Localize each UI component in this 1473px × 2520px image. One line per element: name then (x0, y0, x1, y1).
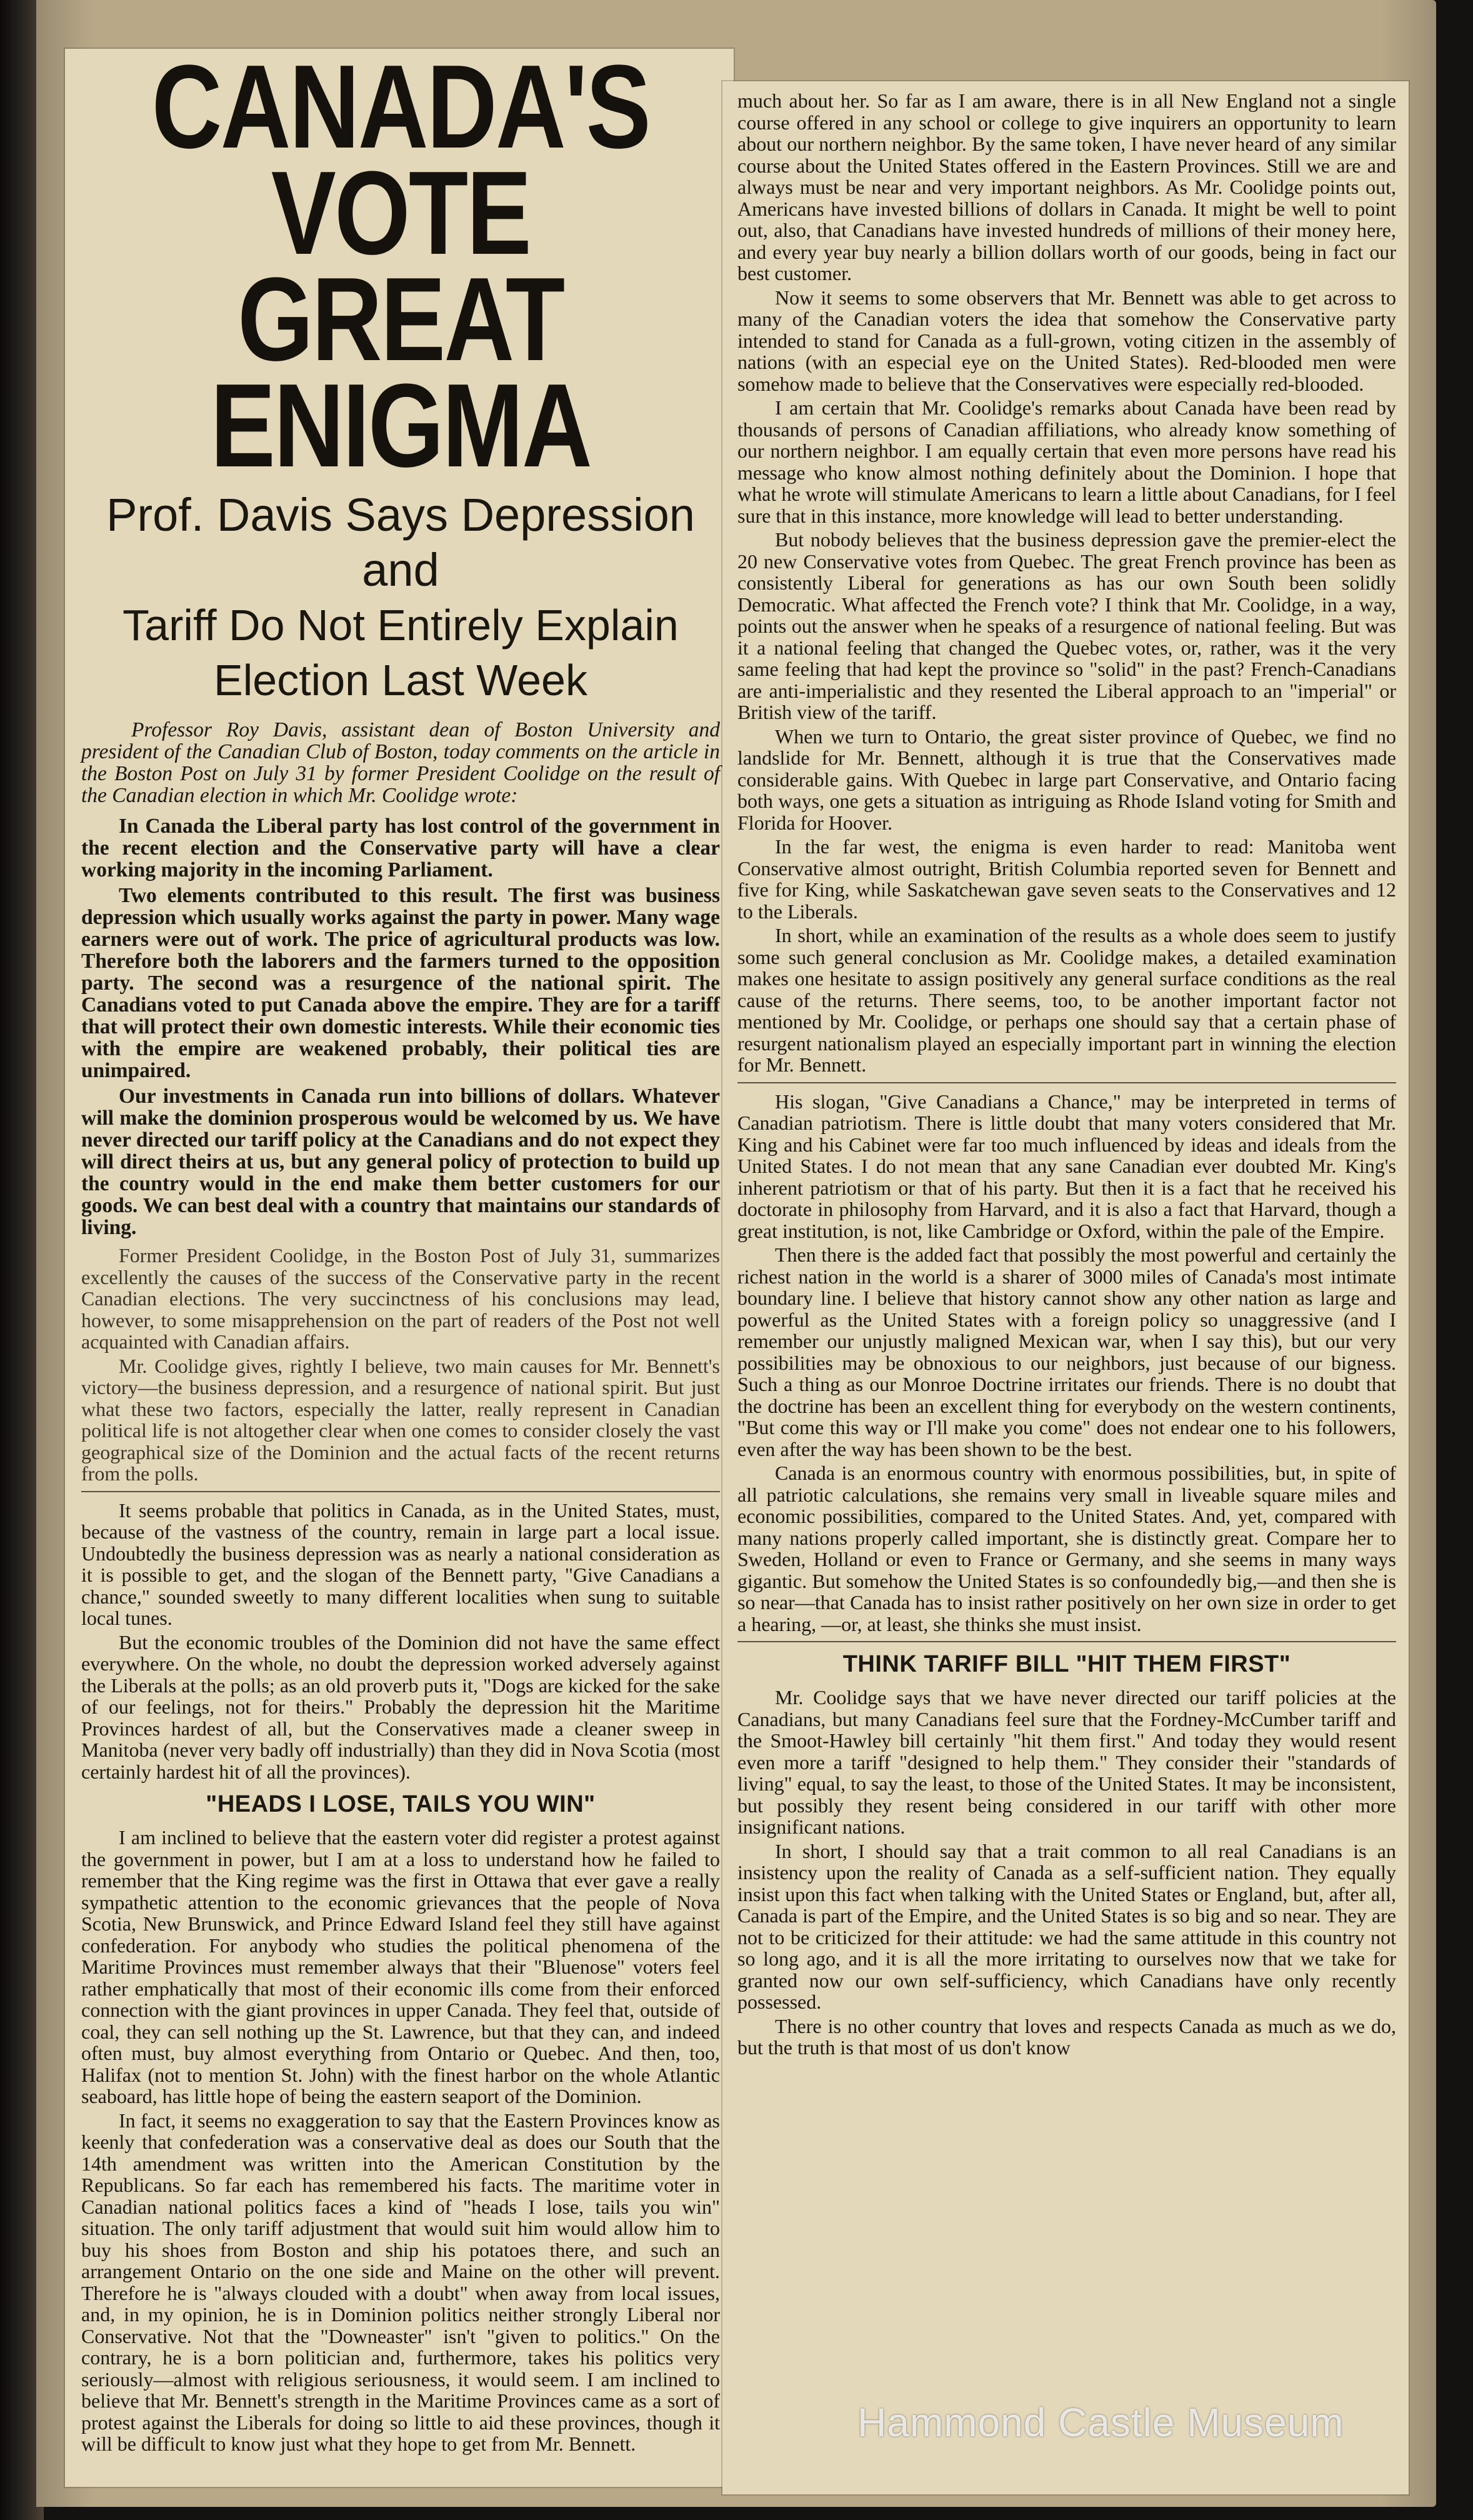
deck-line-2: Tariff Do Not Entirely Explain (122, 601, 679, 650)
body-paragraph: In fact, it seems no exaggeration to say that the Eastern Provinces know as keenly that confederation was a conservative deal as does our South that the 14th amendment was written into the American Constitution by the Republicans. So far each has remembered his facts. The maritime voter in Canadian national politics faces a kind of "heads I lose, tails you win" situation. The only tariff adjustment that would suit him would allow him to buy his shoes from Boston and ship his potatoes there, and such an arrangement Ontario on the one side and Maine on the other will prevent. Therefore he is "always clouded with a doubt" when away from local issues, and, in my opinion, he is in Dominion politics neither strongly Liberal nor Conservative. Not that the "Downeaster" isn't "given to politics." On the contrary, he is a born politician and, furthermore, takes his politics very seriously—almost with religious seriousness, it would seem. I am inclined to believe that Mr. Bennett's strength in the Maritime Provinces came as a sort of protest against the Liberals for doing so little to aid these provinces, though it will be difficult to know just what they hope to get from Mr. Bennett. (81, 2109, 720, 2455)
deck-line-1: Prof. Davis Says Depression and (106, 489, 695, 596)
subheading-heads-i-lose: "HEADS I LOSE, TAILS YOU WIN" (206, 1791, 596, 1817)
quote-paragraph-1: In Canada the Liberal party has lost control of the government in the recent election and the Conservative party will have a clear working majority in the incoming Parliament. (81, 815, 720, 881)
body-paragraph: In short, I should say that a trait common to all real Canadians is an insistency upon the reality of Canada as a self-sufficient nation. They equally insist upon this fact when talking with the United States or England, but, after all, Canada is part of the Empire, and the United States is so big and so near. They are not to be criticized for their attitude: we had the same attitude in this country not so long ago, and it is all the more irritating to ourselves now that we take for granted now our own self-sufficiency, which Canadians have only recently possessed. (737, 1839, 1396, 2013)
body-paragraph: But nobody believes that the business depression gave the premier-elect the 20 new Conservative votes from Quebec. The great French province has been as consistently Liberal for generations as has our own South been solidly Democratic. What affected the French vote? I think that Mr. Coolidge, in a way, points out the answer when he speaks of a resurgence of national feeling. But was it a national feeling that changed the Quebec votes, or, rather, was it the very same feeling that had kept the province so "solid" in the past? French-Canadians are anti-imperialistic and they resented the Liberal approach to an "imperial" or British view of the tariff. (737, 528, 1396, 723)
body-paragraph: I am certain that Mr. Coolidge's remarks about Canada have been read by thousands of persons of Canadian affiliations, who already know something of our northern neighbor. I am equally certain that even more persons have read his message who know almost nothing definitely about the Dominion. I hope that what he wrote will stimulate Americans to learn a little about Canadians, for I feel sure that in this instance, more knowledge will lead to better understanding. (737, 396, 1396, 527)
body-paragraph: much about her. So far as I am aware, there is in all New England not a single course offered in any school or college to give inquirers an opportunity to learn about our northern neighbor. By the same token, I have never heard of any similar course about the United States offered in the Eastern Provinces. Still we are and always must be near and very important neighbors. As Mr. Coolidge points out, Americans have invested billions of dollars in Canada. It might be well to point out, also, that Canadians have invested hundreds of millions of their money here, and every year buy nearly a billion dollars worth of our goods, being in fact our best customer. (737, 89, 1396, 284)
scrapbook-page (36, 0, 1436, 2507)
column-divider (737, 1082, 1396, 1083)
clipping-left-column (65, 49, 734, 2487)
headline-line-2: GREAT ENIGMA (210, 253, 591, 492)
body-paragraph: In the far west, the enigma is even harder to read: Manitoba went Conservative almost outright, British Columbia reported seven for Bennett and five for King, while Saskatchewan gave seven seats to the Conservatives and 12 to the Liberals. (737, 835, 1396, 923)
clipping-right-column (722, 81, 1409, 2494)
body-paragraph: But the economic troubles of the Dominion did not have the same effect everywhere. On the whole, no doubt the depression worked adversely against the Liberals at the polls; as an old proverb puts it, "Dogs are kicked for the sake of our feelings, not for theirs." Probably the depression hit the Maritime Provinces hardest of all, but the Conservatives made a cleaner sweep in Manitoba (never very badly off industrially) than they did in Nova Scotia (most certainly hardest hit of all the provinces). (81, 1630, 720, 1783)
quote-paragraph-2: Two elements contributed to this result. The first was business depression which usually works against the party in power. Many wage earners were out of work. The price of agricultural products was low. Therefore both the laborers and the farmers turned to the opposition party. The second was a resurgence of the national spirit. The Canadians voted to put Canada above the empire. They are for a tariff that will protect their own domestic interests. While their economic ties with the empire are weakened probably, their political ties are unimpaired. (81, 884, 720, 1082)
body-paragraph: Canada is an enormous country with enormous possibilities, but, in spite of all patriotic calculations, she remains very small in liveable square miles and economic possibilities, compared to the United States. And, yet, compared with many nations properly called important, she is distinctly great. Compare her to Sweden, Holland or even to France or Germany, and she seems in many ways gigantic. But somehow the United States is so confoundedly big,—and then she is so near—that Canada has to insist rather positively on her own size in order to get a hearing, —or, at least, she thinks she must insist. (737, 1462, 1396, 1635)
museum-watermark: Hammond Castle Museum (857, 2400, 1344, 2445)
body-paragraph: In short, while an examination of the results as a whole does seem to justify some such general conclusion as Mr. Coolidge makes, a detailed examination makes one hesitate to assign positively any general surface conditions as the real cause of the returns. There seems, too, to be another important factor not mentioned by Mr. Coolidge, or perhaps one should say that a certain phase of resurgent nationalism played an especially important part in winning the election for Mr. Bennett. (737, 924, 1396, 1076)
body-paragraph: When we turn to Ontario, the great sister province of Quebec, we find no landslide for Mr. Bennett, although it is true that the Conservatives made considerable gains. With Quebec in large part Conservative, and Ontario facing both ways, one gets a situation as intriguing as Rhode Island voting for Smith and Florida for Hoover. (737, 725, 1396, 834)
subheading-think-tariff: THINK TARIFF BILL "HIT THEM FIRST" (842, 1651, 1291, 1677)
column-divider (737, 1641, 1396, 1642)
column-divider (81, 1491, 720, 1492)
body-paragraph: Former President Coolidge, in the Boston Post of July 31, summarizes excellently the causes of the success of the Conservative party in the recent Canadian elections. The very succinctness of his conclusions may lead, however, to some misapprehension on the part of readers of the Post not well acquainted with Canadian affairs. (81, 1244, 720, 1353)
body-paragraph: Mr. Coolidge gives, rightly I believe, two main causes for Mr. Bennett's victory—the business depression, and a resurgence of national spirit. But just what these two factors, especially the latter, really represent in Canadian political life is not altogether clear when one comes to consider closely the vast geographical size of the Dominion and the actual facts of the recent returns from the polls. (81, 1354, 720, 1485)
headline-line-1: CANADA'S VOTE (151, 49, 650, 279)
body-paragraph: His slogan, "Give Canadians a Chance," may be interpreted in terms of Canadian patriotism. There is little doubt that many voters considered that Mr. King and his Cabinet were far too much influenced by ideas and ideals from the United States. I do not mean that any sane Canadian ever doubted Mr. King's inherent patriotism or that of his party. But then it is a fact that he received his doctorate in philosophy from Harvard, and it is also a fact that Harvard, though a great institution, is not, like Cambridge or Oxford, within the pale of the Empire. (737, 1090, 1396, 1242)
body-paragraph: Mr. Coolidge says that we have never directed our tariff policies at the Canadians, but many Canadians feel sure that the Fordney-McCumber tariff and the Smoot-Hawley bill certainly "hit them first." And today they would resent even more a tariff "designed to help them." They consider their "standards of living" equal, to say the least, to those of the United States. It may be inconsistent, but possibly they resent being considered in our tariff with other more insignificant nations. (737, 1686, 1396, 1838)
body-paragraph: I am inclined to believe that the eastern voter did register a protest against the government in power, but I am at a loss to understand how he failed to remember that the King regime was the first in Ottawa that ever gave a really sympathetic attention to the economic grievances that the people of Nova Scotia, New Brunswick, and Prince Edward Island feel they still have against confederation. For anybody who studies the political phenomena of the Maritime Provinces must remember always that their "Bluenose" voters feel rather emphatically that most of their economic ills come from their enforced connection with the giant provinces in upper Canada. They feel that, outside of coal, they can sell nothing up the St. Lawrence, but that they can, and indeed often must, buy almost everything from Ontario or Quebec. And then, too, Halifax (not to mention St. John) with the finest harbor on the whole Atlantic seaboard, has little hope of being the eastern seaport of the Dominion. (81, 1826, 720, 2107)
body-paragraph: Now it seems to some observers that Mr. Bennett was able to get across to many of the Canadian voters the idea that somehow the Conservative party intended to stand for Canada as a full-grown, voting citizen in the assembly of nations (with an especial eye on the United States). Red-blooded men were somehow made to believe that the Conservatives were especially red-blooded. (737, 286, 1396, 395)
body-paragraph: There is no other country that loves and respects Canada as much as we do, but the truth is that most of us don't know (737, 2014, 1396, 2059)
quote-paragraph-3: Our investments in Canada run into billions of dollars. Whatever will make the dominion prosperous would be welcomed by us. We have never directed our tariff policy at the Canadians and do not expect they will direct theirs at us, but any general policy of protection to build up the country would in the end make them better customers for our goods. We can best deal with a country that maintains our standards of living. (81, 1085, 720, 1239)
intro-paragraph: Professor Roy Davis, assistant dean of Boston University and president of the Canadian Club of Boston, today comments on the article in the Boston Post on July 31 by former President Coolidge on the result of the Canadian election in which Mr. Coolidge wrote: (81, 718, 720, 807)
deck-line-3: Election Last Week (214, 656, 587, 705)
body-paragraph: Then there is the added fact that possibly the most powerful and certainly the richest nation in the world is a sharer of 3000 miles of Canada's most intimate boundary line. I believe that history cannot show any other nation as large and powerful as the United States with a foreign policy so unaggressive (and I remember our unjustly maligned Mexican war, when I say this), but our very possibilities may be obnoxious to our neighbors, just because of our bigness. Such a thing as our Monroe Doctrine irritates our friends. There is no doubt that the doctrine has been an excellent thing for everybody on the western continents, "But come this way or I'll make you come" does not endear one to his followers, even after the way has been shown to be the best. (737, 1243, 1396, 1460)
body-paragraph: It seems probable that politics in Canada, as in the United States, must, because of the vastness of the country, remain in large part a local issue. Undoubtedly the business depression was as nearly a national consideration as it is possible to get, and the slogan of the Bennett party, "Give Canadians a chance," sounded sweetly to many different localities when sung to suitable local tunes. (81, 1498, 720, 1629)
